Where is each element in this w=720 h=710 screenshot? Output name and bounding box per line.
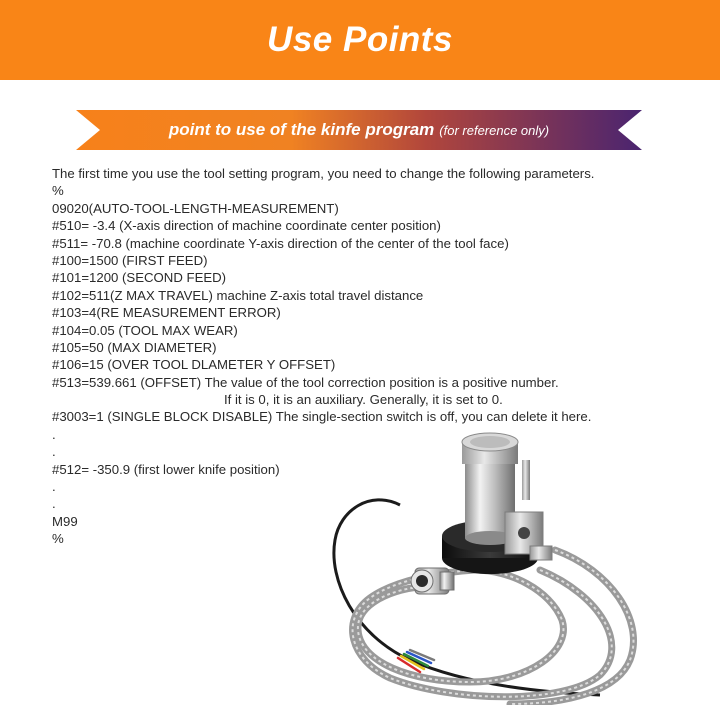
program-line: #105=50 (MAX DIAMETER) bbox=[52, 339, 217, 355]
program-line: % bbox=[52, 183, 64, 199]
ribbon-label bbox=[76, 110, 642, 150]
header-banner bbox=[0, 0, 720, 80]
program-line: . bbox=[52, 444, 56, 460]
program-line: #104=0.05 (TOOL MAX WEAR) bbox=[52, 322, 238, 338]
program-line: #513=539.661 (OFFSET) The value of the tool correction position is a positive number. bbox=[52, 374, 559, 390]
tool-setter-photo bbox=[300, 420, 710, 705]
program-line: #3003=1 (SINGLE BLOCK DISABLE) The single-section switch is off, you can delete it here. bbox=[52, 409, 592, 425]
program-line: % bbox=[52, 531, 64, 547]
program-line: 09020(AUTO-TOOL-LENGTH-MEASUREMENT) bbox=[52, 200, 339, 216]
program-line: #101=1200 (SECOND FEED) bbox=[52, 270, 227, 286]
program-line: #510= -3.4 (X-axis direction of machine coordinate center position) bbox=[52, 218, 441, 234]
tool-setter-illustration bbox=[300, 420, 710, 705]
page-title: Use Points bbox=[267, 20, 453, 59]
program-line: If it is 0, it is an auxiliary. Generally, it is set to 0. bbox=[224, 392, 503, 408]
program-line: #102=511(Z MAX TRAVEL) machine Z-axis total travel distance bbox=[52, 287, 424, 303]
program-line: . bbox=[52, 479, 56, 495]
program-line: #106=15 (OVER TOOL DLAMETER Y OFFSET) bbox=[52, 357, 336, 373]
program-line: . bbox=[52, 426, 56, 442]
program-line: #103=4(RE MEASUREMENT ERROR) bbox=[52, 305, 281, 321]
program-line: #100=1500 (FIRST FEED) bbox=[52, 252, 208, 268]
program-line: #512= -350.9 (first lower knife position) bbox=[52, 461, 280, 477]
section-ribbon bbox=[76, 110, 642, 150]
ribbon-note-text: (for reference only) bbox=[439, 122, 550, 138]
program-line: M99 bbox=[52, 513, 78, 529]
ribbon-main-text: point to use of the kinfe program bbox=[168, 120, 435, 139]
program-line: . bbox=[52, 496, 56, 512]
program-line: The first time you use the tool setting program, you need to change the following parameters. bbox=[52, 166, 595, 181]
program-line: #511= -70.8 (machine coordinate Y-axis direction of the center of the tool face) bbox=[52, 235, 509, 251]
